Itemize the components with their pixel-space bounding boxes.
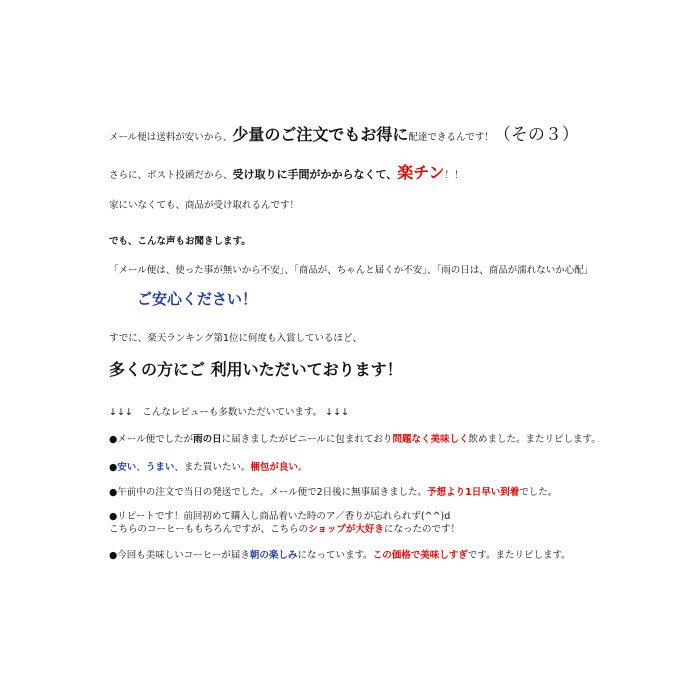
- review-item: [109, 550, 571, 561]
- review-text: 、また買いたい。: [174, 462, 251, 473]
- intro-line-3: 家にいなくても、商品が受け取れるんです！: [109, 200, 300, 211]
- review-item-continued: [109, 524, 460, 535]
- concerns-heading: でも、こんな声もお聞きします。: [109, 236, 251, 247]
- review-blue-highlight: うまい: [145, 462, 175, 473]
- intro-red-highlight: 楽チン: [397, 163, 445, 182]
- intro-text: さらに、ポスト投函だから、: [109, 170, 233, 181]
- review-text: になったのです！: [383, 524, 460, 535]
- reviews-intro: ↓↓↓ こんなレビューも多数いただいています。 ↓↓↓: [109, 407, 350, 418]
- review-text: でした。: [519, 487, 558, 498]
- review-text: です。またリピします。: [467, 550, 571, 561]
- review-bullet: ●: [109, 462, 118, 473]
- review-red-highlight: 問題なく美味しく: [392, 434, 469, 445]
- intro-text: 配達できるんです！: [408, 132, 494, 143]
- intro-text: メール便は送料が安いから、: [109, 132, 233, 143]
- review-text: 飲めました。またリピします。: [468, 434, 601, 445]
- intro-line-2: [109, 163, 464, 182]
- review-item: ●リピートです！前回初めて購入し商品着いた時のア／香りが忘れられず(^^)d: [109, 511, 451, 522]
- review-text: に届きましたがビニールに包まれており: [221, 434, 393, 445]
- intro-line-1: [109, 125, 579, 145]
- review-item: [109, 487, 557, 498]
- review-red-highlight: この価格で美味しすぎ: [372, 550, 468, 561]
- intro-text: ！！: [444, 170, 464, 181]
- intro-bold: 受け取りに手間がかからなくて、: [232, 168, 398, 181]
- concerns-quotes: 「メール便は、使った事が無いから不安」、「商品が、ちゃんと届くか不安」、「雨の日は、商品が濡れないか心配」: [109, 265, 594, 276]
- review-text: 。: [297, 462, 308, 473]
- review-text: ●メール便でしたが: [109, 434, 194, 445]
- review-item: [109, 462, 307, 473]
- intro-part-label: （その３）: [493, 125, 579, 145]
- review-red-highlight: 梱包が良い: [250, 462, 298, 473]
- review-red-highlight: ショップが大好き: [308, 524, 384, 535]
- review-text: こちらのコーヒーももちろんですが、こちらの: [109, 524, 309, 535]
- review-text: になっています。: [297, 550, 373, 561]
- review-bold: 雨の日: [193, 434, 222, 445]
- review-text: 、: [136, 462, 146, 473]
- review-item: [109, 434, 601, 445]
- review-text: ●今回も美味しいコーヒーが届き: [109, 550, 250, 561]
- ranking-headline: 多くの方にご 利用いただいております！: [109, 360, 403, 379]
- review-text: ●午前中の注文で当日の発送でした。メール便で2日後に無事届きました。: [109, 487, 428, 498]
- reassure-text: ご安心ください！: [137, 290, 258, 308]
- review-blue-highlight: 安い: [117, 462, 137, 473]
- intro-highlight: 少量のご注文でもお得に: [232, 125, 409, 144]
- ranking-line: すでに、楽天ランキング第1位に何度も入賞しているほど、: [109, 333, 363, 344]
- review-red-highlight: 予想より1日早い到着: [427, 487, 520, 498]
- review-blue-highlight: 朝の楽しみ: [249, 550, 298, 561]
